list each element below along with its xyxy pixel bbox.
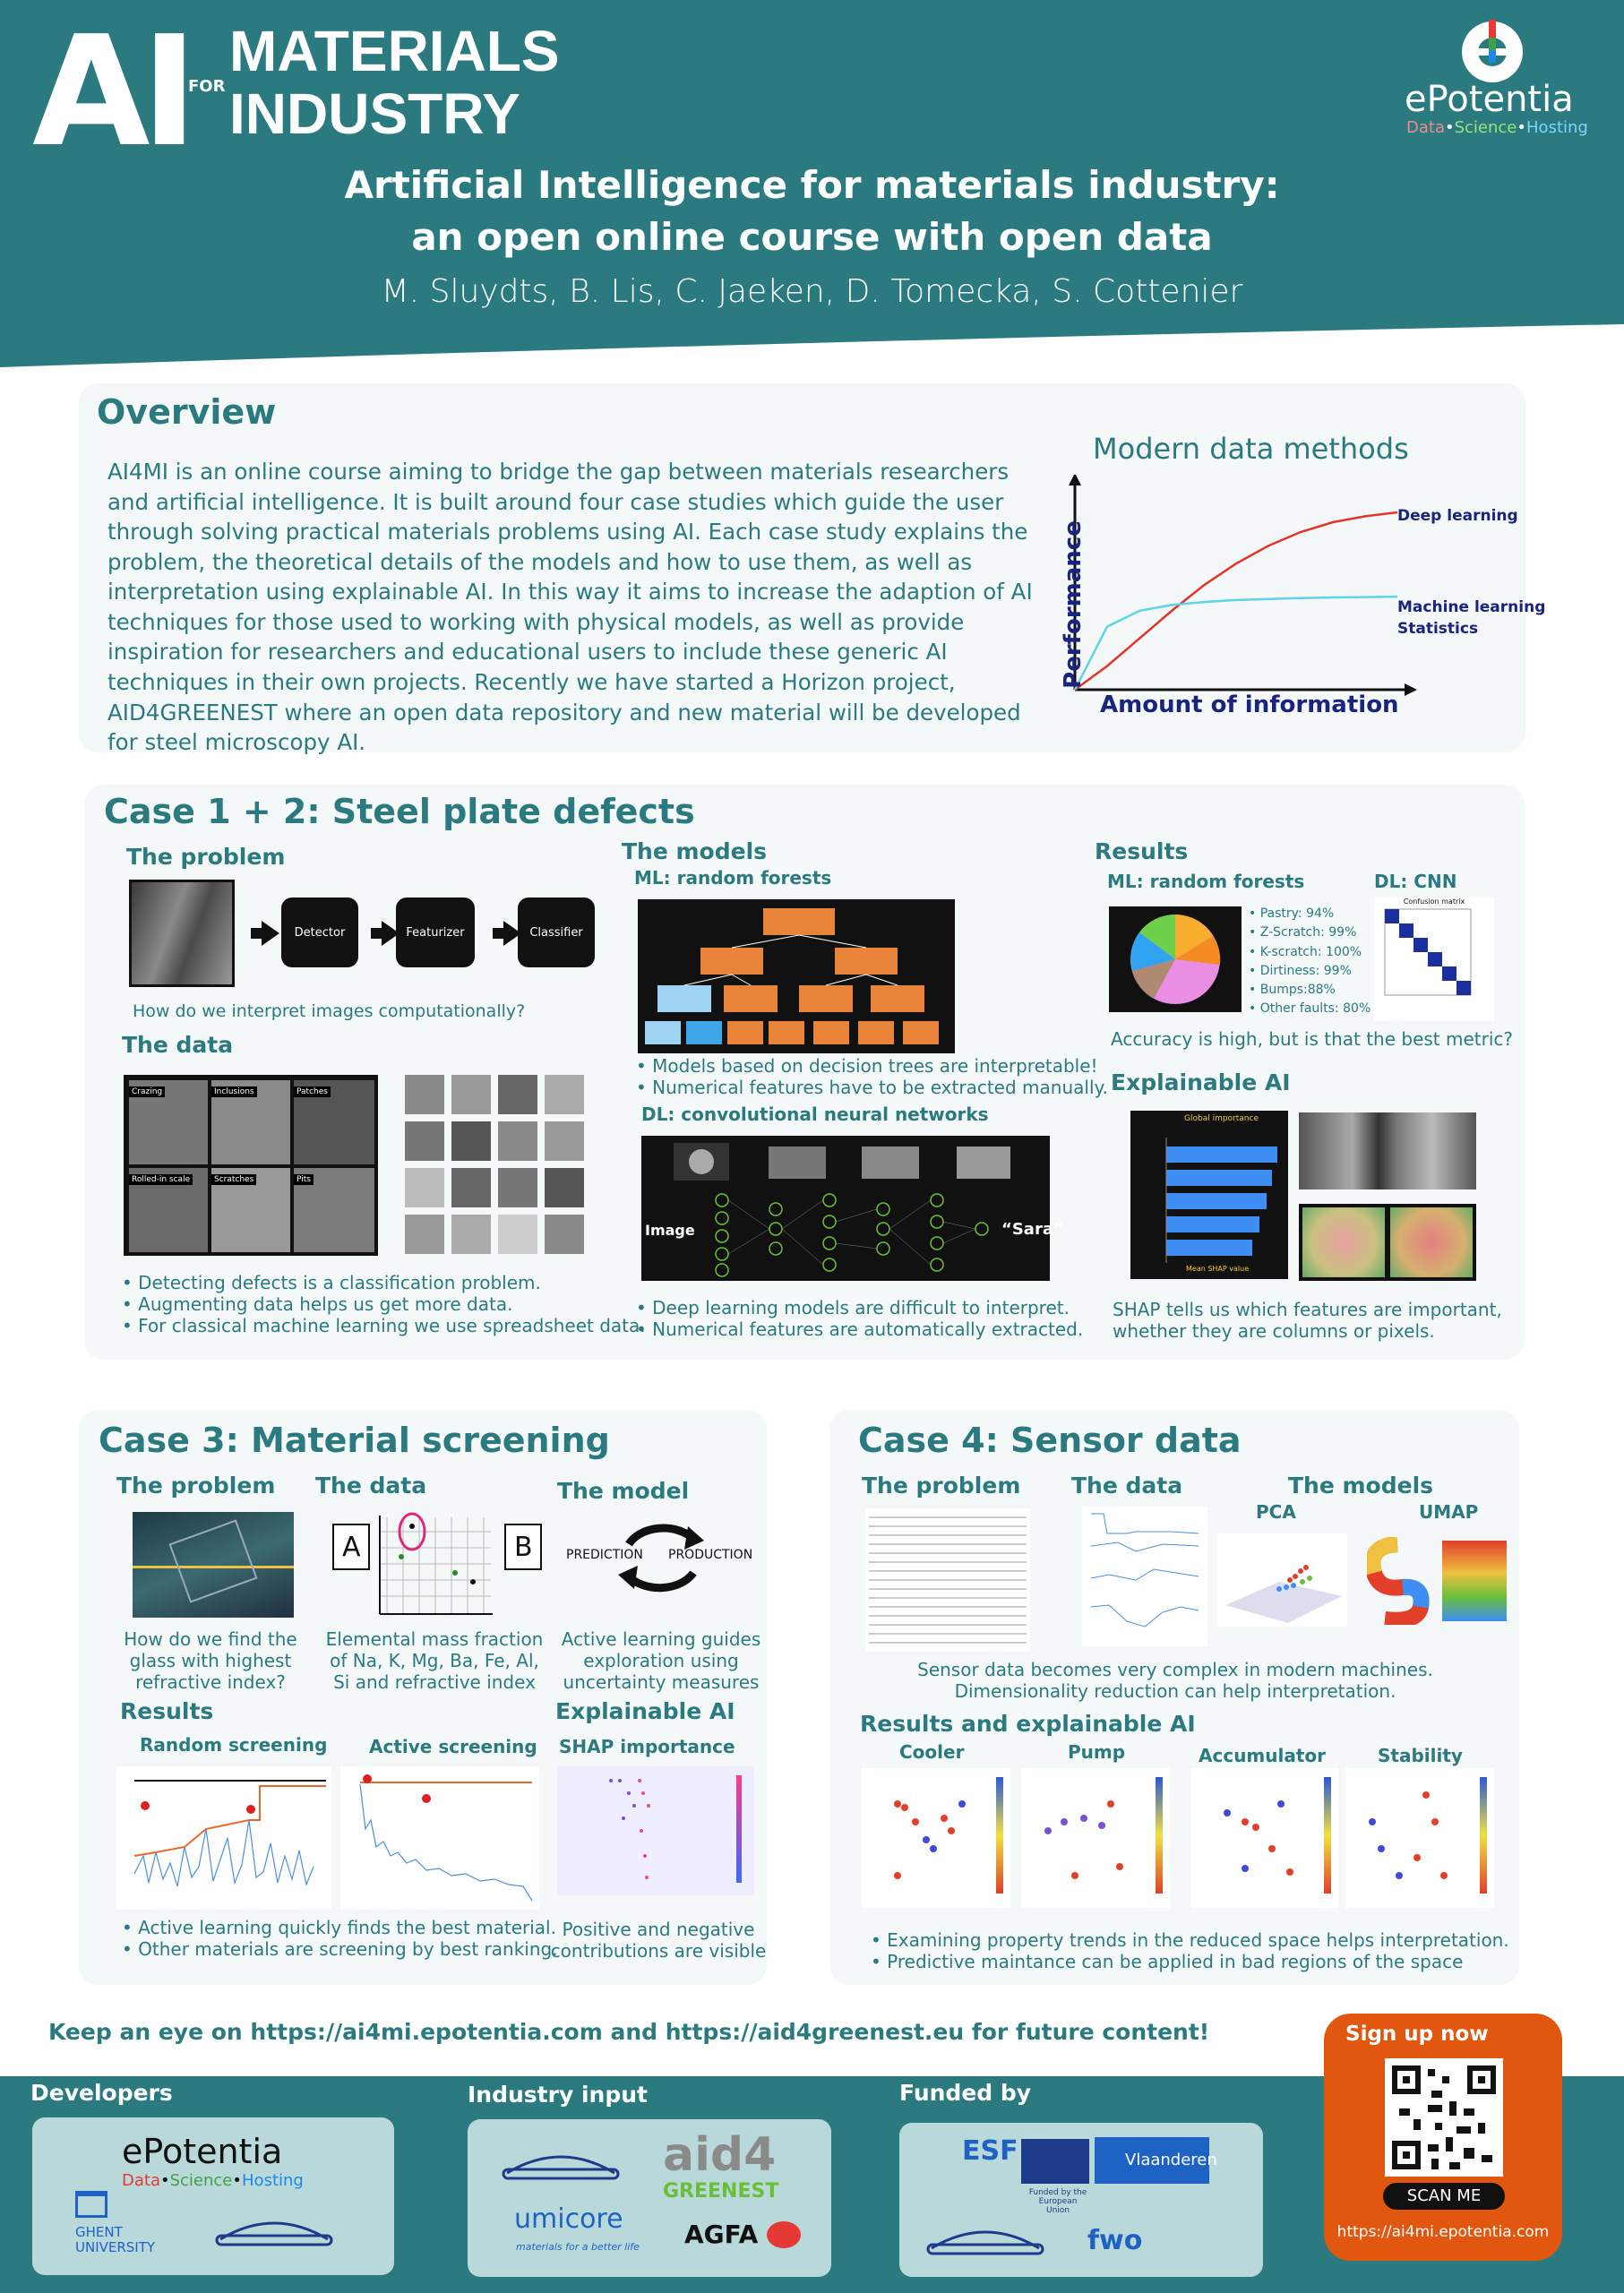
xai-pixel-image-top <box>1299 1112 1476 1189</box>
series-line-machine-learning <box>1075 597 1397 690</box>
rf-accuracy-list: • Pastry: 94% • Z-Scratch: 99% • K-scratch: 100% • Dirtiness: 99% • Bumps:88% • Other faults: 80% <box>1249 905 1371 1019</box>
y-axis-arrow <box>1069 475 1081 485</box>
poster-title-line2: an open online course with open data <box>411 215 1213 259</box>
global-importance-chart <box>1130 1111 1288 1279</box>
case12-results-title: Results <box>1095 838 1189 864</box>
epotentia-footer-logo: ePotentia <box>122 2132 283 2171</box>
case12-problem-title: The problem <box>126 844 286 870</box>
pipeline-detector: Detector <box>281 897 358 967</box>
industry-input-heading: Industry input <box>468 2082 648 2108</box>
glass-image <box>133 1512 294 1618</box>
aid4-logo: aid4 <box>663 2128 777 2182</box>
case3-data-title: The data <box>315 1473 427 1499</box>
results-cnn-label: DL: CNN <box>1374 871 1457 892</box>
steel-defect-image <box>129 880 235 987</box>
pca-label: PCA <box>1256 1501 1296 1523</box>
poster-title-line1: Artificial Intelligence for materials industry: <box>344 163 1280 207</box>
case3-xai-caption: Positive and negative contributions are visible <box>550 1919 767 1962</box>
case4-models-title: The models <box>1288 1473 1434 1499</box>
umicore-tagline: materials for a better life <box>516 2241 640 2253</box>
fwo-logo: fwo <box>1087 2225 1143 2256</box>
ml-random-forests-label: ML: random forests <box>634 867 832 889</box>
umap-label: UMAP <box>1419 1501 1479 1523</box>
ocas-logo-icon <box>923 2225 1048 2261</box>
case3-title: Case 3: Material screening <box>99 1421 610 1460</box>
authors: M. Sluydts, B. Lis, C. Jaeken, D. Tomecka, S. Cottenier <box>381 273 1243 310</box>
case3-problem-caption: How do we find the glass with highest refractive index? <box>124 1628 297 1693</box>
problem-caption: How do we interpret images computationally? <box>133 1001 526 1021</box>
accuracy-caption: Accuracy is high, but is that the best metric? <box>1111 1028 1514 1050</box>
case3-model-title: The model <box>557 1478 690 1504</box>
cnn-output-label: “Sara” <box>1001 1220 1064 1239</box>
ai-logo-materials-industry: MATERIALS INDUSTRY <box>229 19 560 147</box>
dl-cnn-title: DL: convolutional neural networks <box>641 1104 989 1125</box>
production-label: PRODUCTION <box>668 1548 753 1562</box>
random-screening-label: Random screening <box>140 1734 328 1756</box>
xai-caption: SHAP tells us which features are important, whether they are columns or pixels. <box>1113 1299 1502 1342</box>
eu-flag-icon <box>1021 2139 1089 2184</box>
eu-funded-text: Funded by the European Union <box>1028 2188 1087 2215</box>
cnn-image-label: Image <box>645 1222 695 1239</box>
pipeline-classifier: Classifier <box>518 897 595 967</box>
case3-problem-title: The problem <box>116 1473 276 1499</box>
epotentia-tagline: Data•Science•Hosting <box>1406 118 1588 137</box>
ghent-university-icon <box>75 2191 107 2218</box>
chart-xlabel: Amount of information <box>1100 691 1399 718</box>
pump-umap-plot <box>1021 1768 1170 1908</box>
data-bullets: • Detecting defects is a classification problem. • Augmenting data helps us get more data. • For classical machine learning we use spreadsheet data. <box>122 1272 646 1336</box>
arrow-icon <box>262 921 279 946</box>
vlaanderen-logo: Vlaanderen <box>1095 2137 1209 2184</box>
signup-url[interactable]: https://ai4mi.epotentia.com <box>1336 2223 1550 2241</box>
pca-plot <box>1216 1533 1347 1627</box>
rf-pie-chart <box>1109 906 1242 1012</box>
case4-title: Case 4: Sensor data <box>858 1421 1242 1460</box>
overview-title: Overview <box>97 392 277 432</box>
defect-grid: Crazing Inclusions Patches Rolled-in scale Scratches Pits <box>124 1075 378 1256</box>
rf-bullets: • Models based on decision trees are interpretable! • Numerical features have to be extracted manually. <box>636 1055 1108 1098</box>
umap-plot <box>1367 1537 1510 1625</box>
ai-logo-for: FOR <box>188 77 226 96</box>
x-axis-arrow <box>1405 683 1417 696</box>
case4-problem-title: The problem <box>862 1473 1021 1499</box>
active-screening-plot <box>340 1766 539 1910</box>
case12-xai-title: Explainable AI <box>1111 1069 1291 1095</box>
scan-me-badge[interactable]: SCAN ME <box>1383 2183 1505 2210</box>
case3-data-caption: Elemental mass fraction of Na, K, Mg, Ba, Fe, Al, Si and refractive index <box>325 1628 544 1693</box>
case12-models-title: The models <box>622 838 768 864</box>
cnn-bullets: • Deep learning models are difficult to interpret. • Numerical features are automatically extracted. <box>636 1297 1083 1340</box>
data-diagram <box>330 1508 554 1625</box>
case3-results-title: Results <box>120 1698 214 1724</box>
modern-data-methods-title: Modern data methods <box>1093 432 1409 466</box>
qr-code[interactable] <box>1385 2058 1503 2177</box>
epotentia-e-icon <box>1458 16 1526 84</box>
epotentia-footer-tagline: Data•Science•Hosting <box>122 2171 304 2190</box>
sensor-timeseries <box>1082 1507 1207 1646</box>
legend-deep-learning: Deep learning <box>1397 507 1518 525</box>
prediction-label: PREDICTION <box>566 1548 643 1562</box>
case4-caption: Sensor data becomes very complex in modern machines. Dimensionality reduction can help interpretation. <box>917 1659 1433 1702</box>
plot-label-accumulator: Accumulator <box>1199 1745 1327 1766</box>
case4-bullets: • Examining property trends in the reduced space helps interpretation. • Predictive maintance can be applied in bad regions of the space <box>871 1929 1509 1972</box>
shap-beeswarm-plot <box>557 1766 754 1895</box>
case3-result-bullets: • Active learning quickly finds the best material. • Other materials are screening by best ranking. <box>122 1917 558 1960</box>
ghent-university-logo: GHENT UNIVERSITY <box>75 2224 156 2255</box>
xai-pixel-image-bottom <box>1299 1204 1476 1281</box>
funded-by-heading: Funded by <box>899 2080 1032 2106</box>
sensor-table <box>865 1508 1030 1652</box>
accumulator-umap-plot <box>1191 1768 1338 1908</box>
plot-label-stability: Stability <box>1378 1745 1463 1766</box>
decision-tree-diagram <box>638 899 955 1053</box>
cnn-diagram <box>641 1136 1050 1281</box>
pipeline-featurizer: Featurizer <box>396 897 475 967</box>
legend-machine-learning: Machine learning <box>1397 598 1546 616</box>
shap-chart-xlabel: Mean SHAP value <box>1186 1265 1250 1273</box>
box-b: B <box>514 1532 533 1563</box>
greenest-logo: GREENEST <box>663 2180 779 2203</box>
agfa-logo: AGFA <box>684 2220 759 2249</box>
developers-heading: Developers <box>30 2080 173 2106</box>
plot-label-pump: Pump <box>1068 1741 1126 1763</box>
random-screening-plot <box>116 1766 331 1910</box>
ocas-logo-icon <box>498 2150 623 2186</box>
shap-chart-title: Global importance <box>1184 1114 1259 1123</box>
augmented-images-grid <box>405 1075 591 1256</box>
overview-text: AI4MI is an online course aiming to bridge the gap between materials researchers and artificial intelligence. It is built around four case studies which guide the user through solving practical materials problems using AI. Each case study explains the problem, the theoretical details of the models and how to use them, as well as interpretation using explainable AI. In this way it aims to increase the adaption of AI techniques for those used to working with physical models, as well as provide inspiration for researchers and educational users to include these generic AI techniques in their own projects. Recently we have started a Horizon project, AID4GREENEST where an open data repository and new material will be developed for steel microscopy AI. <box>107 459 1033 756</box>
agfa-rhombus-icon <box>767 2221 801 2248</box>
shap-importance-label: SHAP importance <box>559 1736 735 1757</box>
umicore-logo: umicore <box>514 2203 623 2235</box>
keep-an-eye-text[interactable]: Keep an eye on https://ai4mi.epotentia.com and https://aid4greenest.eu for future content! <box>48 2019 1210 2045</box>
box-a: A <box>342 1532 361 1563</box>
plot-label-cooler: Cooler <box>899 1741 965 1763</box>
epotentia-name: ePotentia <box>1405 79 1574 120</box>
case4-data-title: The data <box>1071 1473 1183 1499</box>
case3-model-caption: Active learning guides exploration using uncertainty measures <box>561 1628 761 1693</box>
stability-umap-plot <box>1345 1768 1494 1908</box>
case3-xai-title: Explainable AI <box>555 1698 735 1724</box>
legend-statistics: Statistics <box>1397 620 1479 638</box>
results-rf-label: ML: random forests <box>1107 871 1305 892</box>
signup-heading: Sign up now <box>1345 2022 1489 2046</box>
chart-ylabel: Performance <box>1059 520 1087 689</box>
ai-logo: AI <box>32 4 189 181</box>
case4-results-title: Results and explainable AI <box>860 1711 1196 1737</box>
confusion-matrix: Confusion matrix <box>1374 897 1494 1021</box>
case12-data-title: The data <box>122 1032 234 1058</box>
cooler-umap-plot <box>862 1768 1010 1908</box>
case12-title: Case 1 + 2: Steel plate defects <box>104 792 695 831</box>
esf-logo: ESF <box>962 2135 1018 2167</box>
active-screening-label: Active screening <box>369 1736 537 1757</box>
